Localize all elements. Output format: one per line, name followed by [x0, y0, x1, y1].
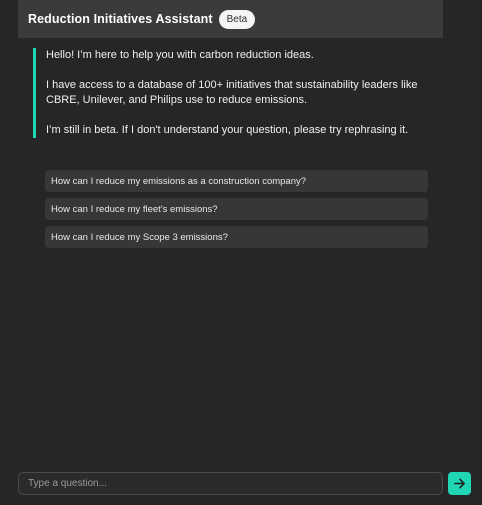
suggestion-list	[45, 170, 428, 254]
message-paragraph-greeting: Hello! I’m here to help you with carbon reduction ideas.	[46, 49, 314, 61]
beta-badge: Beta	[219, 10, 256, 29]
send-button[interactable]	[448, 472, 471, 495]
page-title: Reduction Initiatives Assistant	[28, 12, 213, 26]
suggestion-construction-button[interactable]: How can I reduce my emissions as a construction company?	[45, 170, 428, 192]
suggestion-scope3-button[interactable]: How can I reduce my Scope 3 emissions?	[45, 226, 428, 248]
question-input[interactable]	[28, 473, 442, 494]
header-bar	[18, 0, 443, 38]
suggestion-fleet-button[interactable]: How can I reduce my fleet's emissions?	[45, 198, 428, 220]
assistant-message	[33, 48, 433, 138]
composer	[18, 472, 443, 495]
message-paragraph-beta: I’m still in beta. If I don't understand your question, please try rephrasing it.	[46, 124, 409, 136]
message-paragraph-database: I have access to a database of 100+ initiatives that sustainability leaders like CBRE, Unilever, and Philips use to reduce emissions.	[46, 79, 418, 106]
arrow-right-icon	[453, 477, 466, 490]
